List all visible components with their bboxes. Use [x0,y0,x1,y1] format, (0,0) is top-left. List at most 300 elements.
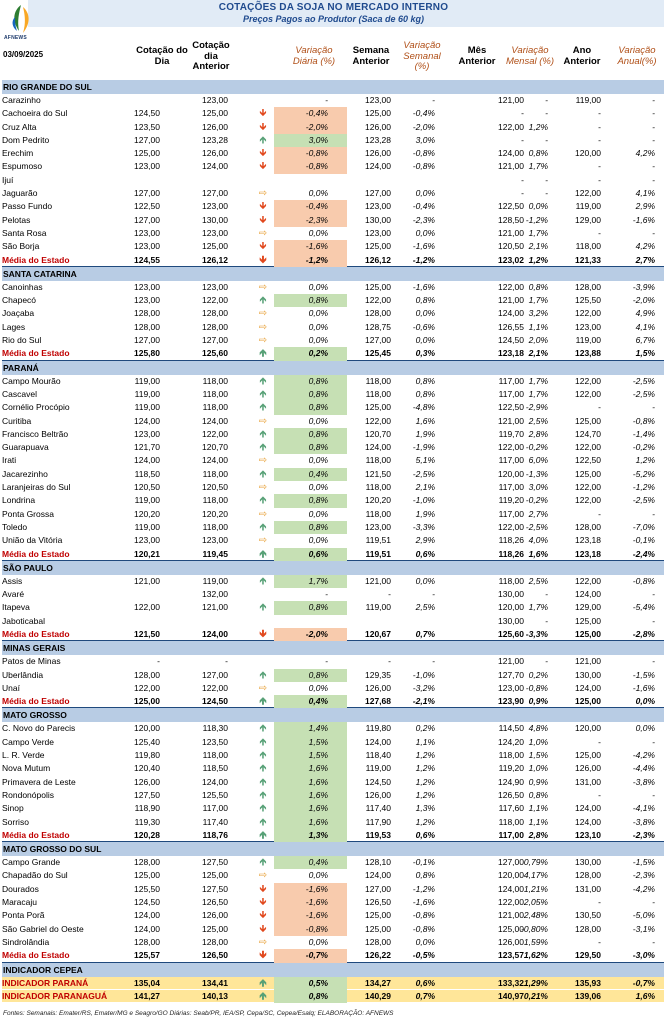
cotacao-dia: 125,40 [134,736,160,747]
semana-anterior: 122,00 [365,415,391,426]
city-name: Chapecó [2,295,37,306]
mes-anterior: 122,00 [498,121,524,132]
table-row [2,214,664,227]
mes-anterior: 120,50 [498,241,524,252]
semana-anterior: 126,00 [365,682,391,693]
ano-anterior: - [598,161,601,172]
table-row [2,107,664,120]
semana-anterior: 140,29 [365,990,391,1001]
variacao-semanal: -1,6% [412,281,435,292]
arrow-up-icon: 🡹 [259,696,267,708]
variacao-diaria: 1,6% [274,762,347,775]
arrow-up-icon: 🡹 [259,442,267,454]
variacao-mensal: -3,3% [525,628,548,639]
cotacao-anterior: 123,28 [202,134,228,145]
ano-anterior: 119,00 [575,201,601,212]
variacao-semanal: -4,8% [412,402,435,413]
ano-anterior: 125,00 [575,415,601,426]
variacao-anual: -0,8% [632,415,655,426]
ano-anterior: 122,00 [575,442,601,453]
cotacao-anterior: 127,50 [202,857,228,868]
semana-anterior: 125,00 [365,241,391,252]
variacao-semanal: 2,5% [415,602,435,613]
arrow-right-icon: ⇨ [258,321,268,333]
variacao-semanal: 0,8% [415,295,435,306]
mes-anterior: 118,26 [498,548,524,559]
ano-anterior: 130,50 [575,910,601,921]
mes-anterior: 128,50 [498,214,524,225]
semana-anterior: 124,00 [365,736,391,747]
variacao-diaria: 0,0% [308,682,328,693]
variacao-anual: 0,0% [635,723,655,734]
arrow-right-icon: ⇨ [258,188,268,200]
variacao-diaria: 0,0% [308,508,328,519]
ano-anterior: 128,00 [575,521,601,532]
table-row [2,160,664,173]
semana-anterior: 126,12 [365,254,391,265]
variacao-anual: -5,4% [632,602,655,613]
city-name: Média do Estado [2,348,70,359]
ano-anterior: - [598,897,601,908]
arrow-down-icon: 🡻 [259,161,267,173]
footer-sources: Fontes: Semanais: Emater/RS, Emater/MG e Seagro/GO Diárias: Seab/PR, IEA/SP, Cepa/SC, Cepea/Esalq; ELABORAÇÃO: AFNEWS [3,1010,394,1017]
variacao-mensal: 1,7% [528,388,548,399]
variacao-anual: 0,0% [635,696,655,707]
variacao-anual: -4,4% [632,763,655,774]
ano-anterior: 128,00 [575,870,601,881]
city-name: Passo Fundo [2,201,53,212]
mes-anterior: 122,00 [498,897,524,908]
mes-anterior: 123,57 [498,950,524,961]
variacao-mensal: 0,79% [523,857,548,868]
cotacao-anterior: 119,45 [202,548,228,559]
variacao-mensal: 1,62% [523,950,548,961]
cotacao-dia: 118,90 [134,803,160,814]
city-name: Cornélio Procópio [2,402,70,413]
variacao-diaria: 0,6% [274,548,347,561]
section-header: MATO GROSSO [2,708,664,722]
variacao-diaria: 0,0% [308,415,328,426]
variacao-mensal: - [545,589,548,600]
table-row [2,601,664,614]
cotacao-anterior: 127,50 [202,883,228,894]
col-header-variacao-semanal: Variação Semanal (%) [403,39,441,73]
col-header-variacao-diaria: Variação Diária (%) [292,45,336,67]
page-title: COTAÇÕES DA SOJA NO MERCADO INTERNO [218,2,449,13]
ano-anterior: 125,00 [575,628,601,639]
col-header-mes-anterior: Mês Anterior [458,45,496,67]
arrow-up-icon: 🡹 [259,602,267,614]
variacao-diaria: - [325,95,328,105]
semana-anterior: 126,00 [365,121,391,132]
quotes-table [2,80,664,1003]
col-header-cotacao-anterior: Cotação dia Anterior [192,39,230,73]
variacao-mensal: - [545,174,548,185]
cotacao-dia: 127,00 [134,214,160,225]
variacao-mensal: 2,1% [528,241,548,252]
variacao-anual: -0,1% [632,535,655,546]
variacao-anual: -2,4% [632,548,655,559]
arrow-down-icon: 🡻 [259,241,267,253]
variacao-anual: -1,2% [632,482,655,493]
arrow-right-icon: ⇨ [258,415,268,427]
cotacao-anterior: 134,41 [202,977,228,988]
cotacao-anterior: 124,00 [202,415,228,426]
semana-anterior: 124,00 [365,442,391,453]
city-name: Santa Rosa [2,227,47,238]
variacao-semanal: 0,0% [415,335,435,346]
table-row [2,388,664,401]
semana-anterior: 126,50 [365,897,391,908]
cotacao-anterior: 118,76 [202,829,228,840]
ano-anterior: 122,00 [575,308,601,319]
city-name: Média do Estado [2,829,70,840]
variacao-diaria: 0,8% [274,990,347,1003]
semana-anterior: 125,00 [365,402,391,413]
mes-anterior: 124,90 [498,776,524,787]
cotacao-dia: 120,28 [134,829,160,840]
city-name: Média do Estado [2,548,70,559]
ano-anterior: 123,10 [575,829,601,840]
semana-anterior: 120,67 [365,628,391,639]
table-row [2,762,664,775]
variacao-diaria: 0,0% [308,535,328,546]
semana-anterior: 121,50 [365,468,391,479]
cotacao-dia: 123,00 [134,535,160,546]
table-row [2,121,664,134]
table-row [2,521,664,534]
ano-anterior: - [598,174,601,185]
city-name: Cruz Alta [2,121,37,132]
cotacao-dia: 125,80 [134,348,160,359]
cotacao-anterior: 128,00 [202,308,228,319]
indicator-row [2,977,664,990]
cotacao-anterior: 126,00 [202,121,228,132]
ano-anterior: - [598,789,601,800]
state-average-row [2,829,664,842]
variacao-anual: -4,2% [632,883,655,894]
variacao-semanal: 0,7% [415,628,435,639]
semana-anterior: 128,10 [365,857,391,868]
city-name: Londrina [2,495,36,506]
cotacao-dia: 124,50 [134,108,160,119]
variacao-semanal: -0,8% [412,910,435,921]
cotacao-anterior: 118,00 [202,375,228,386]
variacao-diaria: - [325,589,328,600]
variacao-mensal: 2,1% [528,348,548,359]
variacao-diaria: -0,8% [274,147,347,160]
cotacao-dia: 127,00 [134,134,160,145]
variacao-semanal: 0,6% [415,548,435,559]
cotacao-dia: 127,50 [134,789,160,800]
semana-anterior: 124,00 [365,161,391,172]
section-header: MATO GROSSO DO SUL [2,842,664,856]
variacao-diaria: 0,0% [308,870,328,881]
semana-anterior: 121,00 [365,575,391,586]
variacao-anual: 4,1% [635,188,655,199]
ano-anterior: 131,00 [575,776,601,787]
cotacao-dia: 124,50 [134,897,160,908]
ano-anterior: 129,50 [575,950,601,961]
variacao-semanal: 1,2% [415,763,435,774]
ano-anterior: 128,00 [575,281,601,292]
variacao-semanal: 0,0% [415,575,435,586]
variacao-anual: 4,9% [635,308,655,319]
variacao-diaria: 0,8% [274,441,347,454]
mes-anterior: 119,70 [498,428,524,439]
table-row [2,883,664,896]
cotacao-anterior: 117,00 [202,803,228,814]
variacao-mensal: 4,8% [528,723,548,734]
arrow-down-icon: 🡻 [259,148,267,160]
variacao-mensal: 2,48% [523,910,548,921]
ano-anterior: 125,00 [575,696,601,707]
ano-anterior: 130,00 [575,669,601,680]
ano-anterior: 139,06 [575,990,601,1001]
variacao-diaria: 1,5% [274,749,347,762]
cotacao-anterior: 128,00 [202,936,228,947]
mes-anterior: - [521,134,524,145]
variacao-anual: 1,2% [635,455,655,466]
city-name: Maracaju [2,897,37,908]
cotacao-anterior: 125,00 [202,923,228,934]
city-name: Uberlândia [2,669,44,680]
cotacao-dia: 127,00 [134,335,160,346]
cotacao-dia: 135,04 [134,977,160,988]
city-name: Jaguarão [2,188,38,199]
arrow-up-icon: 🡹 [259,803,267,815]
variacao-mensal: 0,9% [528,696,548,707]
variacao-anual: 6,7% [635,335,655,346]
table-row [2,468,664,481]
variacao-mensal: 1,7% [528,295,548,306]
city-name: Média do Estado [2,628,70,639]
semana-anterior: 119,51 [365,548,391,559]
city-name: Francisco Beltrão [2,428,69,439]
mes-anterior: 130,00 [498,615,524,626]
city-name: Itapeva [2,602,30,613]
ano-anterior: 130,00 [575,857,601,868]
variacao-diaria: 0,8% [274,294,347,307]
arrow-right-icon: ⇨ [258,870,268,882]
ano-anterior: 122,50 [575,455,601,466]
variacao-diaria: 0,4% [274,856,347,869]
cotacao-anterior: 126,00 [202,910,228,921]
table-row [2,789,664,802]
variacao-mensal: - [545,615,548,626]
variacao-semanal: 1,6% [415,415,435,426]
mes-anterior: - [521,108,524,119]
variacao-semanal: 0,8% [415,870,435,881]
cotacao-dia: - [157,656,160,667]
variacao-mensal: 0,8% [528,281,548,292]
variacao-anual: -1,6% [632,214,655,225]
col-header-semana-anterior: Semana Anterior [352,45,390,67]
cotacao-anterior: 132,00 [202,589,228,600]
arrow-up-icon: 🡹 [259,816,267,828]
city-name: Espumoso [2,161,43,172]
semana-anterior: 127,00 [365,883,391,894]
variacao-semanal: -0,4% [412,108,435,119]
mes-anterior: - [521,174,524,185]
table-row [2,869,664,882]
ano-anterior: 123,88 [575,348,601,359]
ano-anterior: 120,00 [575,148,601,159]
mes-anterior: 118,00 [498,750,524,761]
variacao-mensal: 4,0% [528,535,548,546]
cotacao-anterior: 140,13 [202,990,228,1001]
variacao-anual: - [652,589,655,600]
city-name: Rio do Sul [2,335,42,346]
cotacao-anterior: 125,00 [202,241,228,252]
table-row [2,454,664,467]
section-header: SÃO PAULO [2,561,664,575]
variacao-diaria: 0,8% [274,401,347,414]
mes-anterior: - [521,188,524,199]
table-row [2,588,664,601]
city-name: Dom Pedrito [2,134,50,145]
variacao-mensal: 0,0% [528,201,548,212]
variacao-anual: 4,2% [635,241,655,252]
variacao-mensal: -2,9% [525,402,548,413]
variacao-semanal: -3,3% [412,521,435,532]
variacao-semanal: - [432,589,435,600]
cotacao-anterior: 121,00 [202,602,228,613]
table-row [2,227,664,240]
cotacao-anterior: 127,00 [202,335,228,346]
table-row [2,923,664,936]
mes-anterior: 121,00 [498,295,524,306]
city-name: Carazinho [2,95,41,105]
variacao-diaria: 0,8% [274,601,347,614]
city-name: Avaré [2,589,25,600]
section-header: SANTA CATARINA [2,267,664,281]
mes-anterior: 123,18 [498,348,524,359]
variacao-diaria: -2,3% [274,214,347,227]
city-name: União da Vitória [2,535,63,546]
variacao-diaria: 1,6% [274,776,347,789]
variacao-diaria: - [325,656,328,667]
variacao-mensal: 0,21% [523,990,548,1001]
arrow-up-icon: 🡹 [259,295,267,307]
variacao-diaria: 1,6% [274,816,347,829]
mes-anterior: 122,00 [498,281,524,292]
city-name: Joaçaba [2,308,35,319]
cotacao-anterior: 126,00 [202,148,228,159]
variacao-mensal: 1,59% [523,936,548,947]
arrow-right-icon: ⇨ [258,508,268,520]
variacao-semanal: -2,0% [412,121,435,132]
variacao-semanal: 0,2% [415,723,435,734]
variacao-mensal: 1,6% [528,548,548,559]
variacao-semanal: 0,6% [415,977,435,988]
table-row [2,441,664,454]
variacao-anual: -2,3% [632,829,655,840]
variacao-anual: -2,0% [632,295,655,306]
ano-anterior: 122,00 [575,495,601,506]
variacao-mensal: -2,5% [525,521,548,532]
ano-anterior: 120,00 [575,723,601,734]
variacao-anual: - [652,936,655,947]
variacao-diaria: -0,8% [274,160,347,173]
variacao-diaria: 0,4% [274,468,347,481]
cotacao-dia: 119,00 [134,521,160,532]
arrow-down-icon: 🡻 [259,108,267,120]
table-row [2,856,664,869]
cotacao-dia: 123,00 [134,161,160,172]
semana-anterior: - [388,656,391,667]
variacao-diaria: 0,8% [274,375,347,388]
cotacao-anterior: 118,50 [202,763,228,774]
variacao-mensal: 1,7% [528,161,548,172]
variacao-anual: 1,5% [635,348,655,359]
variacao-anual: -3,0% [632,950,655,961]
variacao-diaria: -0,4% [274,200,347,213]
variacao-semanal: 2,1% [415,482,435,493]
variacao-mensal: 1,21% [523,883,548,894]
semana-anterior: 119,80 [365,723,391,734]
cotacao-dia: 124,00 [134,923,160,934]
variacao-anual: - [652,134,655,145]
variacao-diaria: 0,0% [308,281,328,292]
variacao-mensal: 1,1% [528,321,548,332]
table-row [2,294,664,307]
city-name: C. Novo do Parecis [2,723,76,734]
semana-anterior: 118,00 [365,375,391,386]
city-name: Nova Mutum [2,763,51,774]
table-row [2,334,664,347]
mes-anterior: 114,50 [498,723,524,734]
mes-anterior: 121,00 [498,910,524,921]
ano-anterior: - [598,121,601,132]
variacao-diaria: 0,0% [308,188,328,199]
semana-anterior: 118,40 [365,750,391,761]
table-row [2,321,664,334]
variacao-mensal: - [545,188,548,199]
ano-anterior: 124,00 [575,682,601,693]
variacao-diaria: 0,0% [308,936,328,947]
mes-anterior: 118,26 [498,535,524,546]
variacao-semanal: -0,8% [412,161,435,172]
mes-anterior: 120,00 [498,468,524,479]
cotacao-anterior: 123,00 [202,535,228,546]
variacao-semanal: 0,8% [415,375,435,386]
ano-anterior: 118,00 [575,241,601,252]
semana-anterior: 120,70 [365,428,391,439]
variacao-mensal: 0,2% [528,669,548,680]
state-average-row [2,347,664,360]
city-name: Patos de Minas [2,656,61,667]
semana-anterior: 128,00 [365,936,391,947]
mes-anterior: 121,00 [498,161,524,172]
table-row [2,682,664,695]
cotacao-anterior: 125,60 [202,348,228,359]
arrow-right-icon: ⇨ [258,682,268,694]
variacao-diaria: 0,8% [274,428,347,441]
cotacao-anterior: 124,50 [202,696,228,707]
variacao-diaria: -1,6% [274,883,347,896]
city-name: Lages [2,321,26,332]
city-name: Irati [2,455,17,466]
arrow-up-icon: 🡹 [259,521,267,533]
variacao-anual: - [652,897,655,908]
variacao-semanal: -1,0% [412,669,435,680]
variacao-semanal: 3,0% [415,134,435,145]
mes-anterior: 123,02 [498,254,524,265]
arrow-down-icon: 🡻 [259,923,267,935]
ano-anterior: 124,00 [575,816,601,827]
cotacao-dia: 123,00 [134,241,160,252]
